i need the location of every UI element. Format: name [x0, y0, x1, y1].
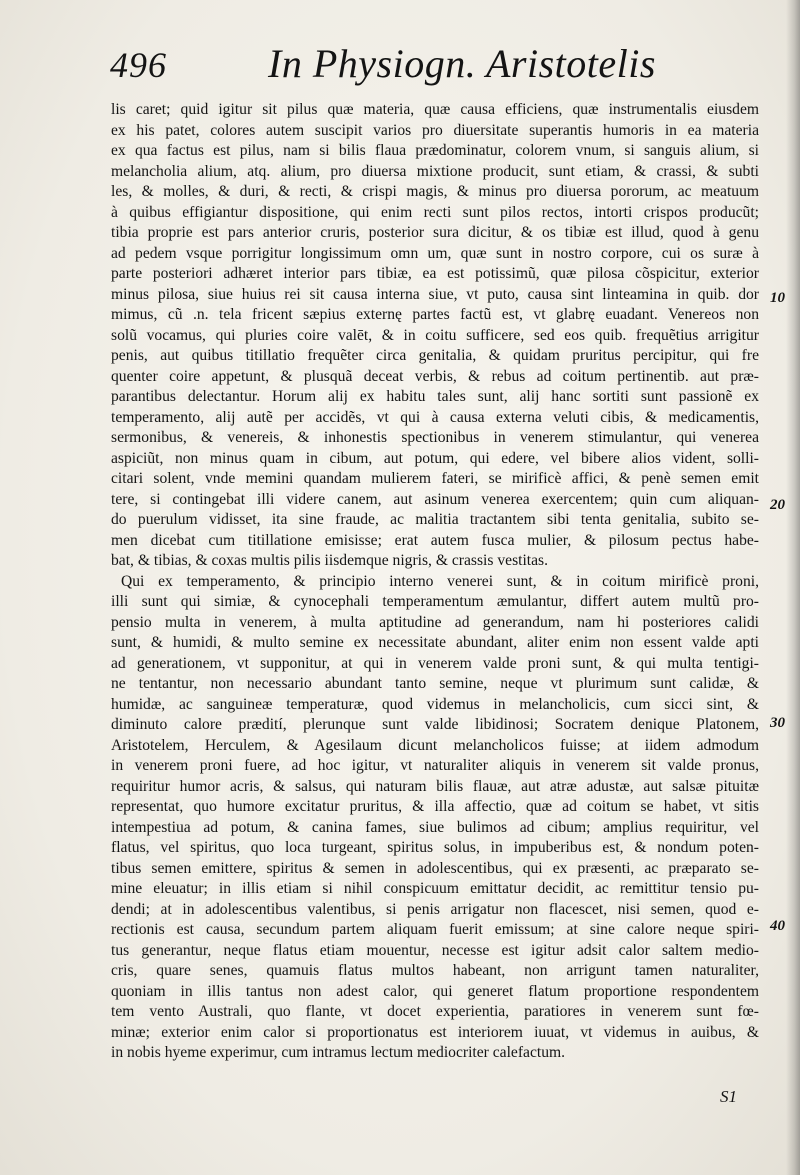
- text-line: minus pilosa, siue huius rei sit causa interna siue, vt puto, causa sint linteamina in quib. dor: [111, 285, 759, 303]
- margin-line-number: 20: [770, 497, 785, 513]
- text-line: ad generationem, vt supponitur, at qui in venerem valde proni sunt, & qui multa tentigi-: [111, 654, 759, 672]
- page-header: [110, 40, 770, 96]
- text-line: do puerulum vidisset, ita sine fraude, ac malitia tractantem sibi tenta genitalia, subito se-: [111, 511, 759, 528]
- page-edge-shadow: [786, 0, 800, 1175]
- text-line: mine eleuatur; in illis etiam si nihil conspicuum emittatur decidit, ac remittitur tensio pu-: [111, 880, 759, 897]
- text-line: sermonibus, & venereis, & inhonestis spectionibus in venerem stimulantur, qui venerea: [111, 429, 759, 446]
- text-line: parantibus delectantur. Horum alij ex habitu tales sunt, alij hanc sortiti sunt passionẽ ex: [111, 388, 759, 405]
- text-line: representat, quo humore excitatur pruritus, & illa affectio, quæ ad coitum se habet, vt sitis: [111, 798, 759, 815]
- text-line: à quibus effigiantur dispositione, qui enim recti sunt pilos rectos, intorti crispos producũt;: [111, 203, 759, 221]
- text-line: tere, si contingebat illi videre canem, aut asinum venerea exercentem; quin cum aliquan-: [111, 490, 759, 508]
- text-line: rectionis est causa, secundum partem aliquam fuerit emissum; at sine calore neque spiri-: [111, 921, 759, 938]
- text-line: ad pedem vsque porrigitur longissimum omn um, quæ sunt in nostro corpore, cui os suræ à: [111, 244, 759, 262]
- text-line: ex his patet, colores autem suscipit varios pro diuersitate superantis humoris in ea materia: [111, 121, 759, 139]
- text-line: tibus semen emittere, spiritus & semen in adolescentibus, qui ex præsenti, ac præparato se-: [111, 859, 759, 877]
- text-line: tem vento Australi, quo flante, vt docet experientia, paratiores in venerem sunt fœ-: [111, 1003, 759, 1020]
- text-line: temperamento, alij autẽ per accidẽs, vt qui à causa externa veluti cibis, & medicamentis,: [111, 408, 759, 426]
- text-line: requiritur humor acris, & salsus, qui naturam bilis flauæ, aut atræ adustæ, aut salsæ pituitæ: [111, 777, 759, 795]
- text-line: cris, quare senes, quamuis flatus multos habeant, non arrigunt tamen naturaliter,: [111, 962, 759, 979]
- running-head: In Physiogn. Aristotelis: [268, 41, 656, 86]
- text-line: mimus, cũ .n. tela fricent sæpius externę partes factũ est, vt glabrę euadant. Venereos non: [111, 306, 759, 323]
- text-line: quoniam in illis tantus non adest calor, qui generet flatum proportione respondentem: [111, 982, 759, 1000]
- text-line: tus generantur, neque flatus etiam mouentur, necesse est igitur adsit calor saltem medio-: [111, 941, 759, 959]
- text-line: illi sunt qui simiæ, & cynocephali temperamentum æmulantur, differt autem multũ pro-: [111, 593, 759, 610]
- text-line: in venerem proni fuere, ad hoc igitur, vt naturaliter aliquis in venerem sit valde pronus,: [111, 757, 759, 774]
- text-line: aspiciũt, non minus quam in cibum, aut potum, qui edere, vel bibere alios vident, solli-: [111, 449, 759, 467]
- text-line: men dicebat cum titillatione emisisse; erat autem fusca mulier, & pilosum pectus habe-: [111, 531, 759, 549]
- margin-line-number: 40: [770, 918, 785, 934]
- text-line: diminuto calore prædití, plerunque sunt valde libidinosi; Socratem denique Platonem,: [111, 716, 759, 733]
- text-line: humidæ, ac sanguineæ temperaturæ, quod videmus in melancholicis, cum sicci sint, &: [111, 695, 759, 713]
- text-line: flatus, vel spiritus, quo loca turgeant, spiritus solus, in impuberibus est, & nondum poten-: [111, 839, 759, 856]
- text-line: parte posteriori adhæret interior pars tibiæ, ea est potissimũ, quæ pilosa cõspicitur, exterior: [111, 265, 759, 282]
- text-line: pensio multa in venerem, à multa aptitudine ad generandum, nam hi posteriores calidi: [111, 613, 759, 631]
- text-line: ne tentantur, non necessario abundant tanto semine, neque vt plurimum sunt calidæ, &: [111, 675, 759, 692]
- text-line: solũ vocamus, qui pluries coire valēt, & in coitu sufficere, sed eos quib. frequẽtius arrigitur: [111, 326, 759, 344]
- text-line: Qui ex temperamento, & principio interno venerei sunt, & in coitum mirificè proni,: [121, 572, 759, 590]
- text-line: quenter coire appetunt, & plusquã deceat verbis, & rebus ad coitum pertinentib. aut præ-: [111, 367, 759, 385]
- margin-line-number: 10: [770, 290, 785, 306]
- page-number: 496: [110, 45, 167, 85]
- text-line: minæ; exterior enim calor si proportionatus est interiorem iuuat, vt videmus in auibus, &: [111, 1023, 759, 1041]
- text-line: les, & molles, & duri, & recti, & crispi magis, & minus pro diuersa pororum, ac meatuum: [111, 183, 759, 200]
- text-line: lis caret; quid igitur sit pilus quæ materia, quæ causa efficiens, quæ instrumentalis eiusdem: [111, 101, 759, 118]
- text-line: intempestiua ad potum, & canina fames, siue bulimos ad cibum; amplius requiritur, vel: [111, 818, 759, 836]
- text-line: ex qua factus est pilus, nam si bilis flaua prædominatur, colorem vnum, si sanguis alium, si: [111, 142, 759, 159]
- text-line: sunt, & humidi, & multo semine ex necessitate abundant, aliter enim non essent valde apti: [111, 634, 759, 651]
- text-line: tibia proprie est pars anterior cruris, posterior sura dicitur, & os tibiæ est illud, quod à genu: [111, 224, 759, 241]
- text-line: penis, aut quibus titillatio frequẽter circa genitalia, & quidam pruritus percipitur, qui fre: [111, 347, 759, 364]
- text-line: in nobis hyeme experimur, cum intramus lectum mediocriter calefactum.: [111, 1044, 566, 1061]
- text-line: citari solent, vnde memini quandam mulierem fateri, se mirificè affici, & penè semen emit: [111, 470, 759, 487]
- text-line: bat, & tibias, & coxas multis pilis iisdemque nigris, & crassis vestitas.: [111, 552, 549, 569]
- signature-mark: S1: [720, 1087, 737, 1106]
- text-line: Aristotelem, Herculem, & Agesilaum dicunt melancholicos fuisse; at iidem admodum: [111, 736, 759, 754]
- text-line: dendi; at in adolescentibus valentibus, si penis arrigatur non flacescet, nisi semen, quod e-: [111, 900, 759, 918]
- body-text: [111, 100, 759, 1064]
- margin-line-number: 30: [770, 715, 785, 731]
- text-line: melancholia alium, atq. alium, pro diuersa mixtione producit, sunt etiam, & crassi, & subti: [111, 162, 759, 180]
